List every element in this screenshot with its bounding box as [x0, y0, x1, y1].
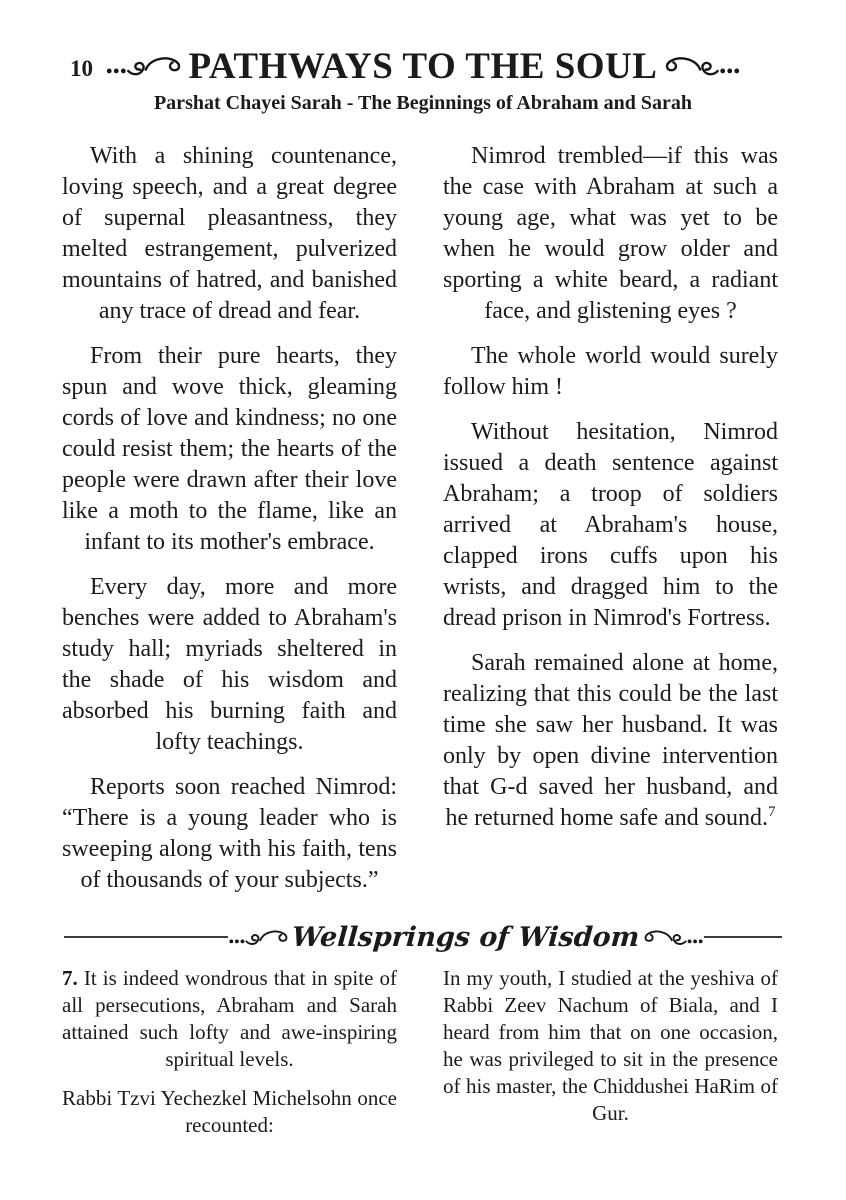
divider-line-left: [64, 936, 228, 938]
paragraph: With a shining countenance, loving speech, and a great degree of supernal pleasantness, they melted estrangement, pulverized mountains of hatred, and banished any trace of dread and fear.: [62, 143, 397, 324]
flourish-left-icon: [105, 53, 181, 79]
footnote-reference: 7: [768, 804, 776, 820]
main-left-column: [62, 141, 397, 913]
paragraph: In my youth, I studied at the yeshiva of Rabbi Zeev Nachum of Biala, and I heard from him that on one occasion, he was privileged to sit in the presence of his master, the Chiddushei HaRim of Gur.: [443, 966, 778, 1125]
page-subtitle: Parshat Chayei Sarah - The Beginnings of Abraham and Sarah: [153, 92, 693, 114]
divider-line-right: [704, 936, 782, 938]
paragraph: Nimrod trembled—if this was the case with Abraham at such a young age, what was yet to be when he would grow older and sporting a white beard, a radiant face, and glistening eyes ?: [443, 143, 778, 324]
section-divider: [0, 919, 846, 955]
footnotes-section: [0, 965, 846, 1151]
footnote-left-column: [62, 965, 397, 1151]
paragraph: Reports soon reached Nimrod: “There is a young leader who is sweeping along with his faith, tens of thousands of your subjects.”: [62, 774, 397, 893]
paragraph: From their pure hearts, they spun and wove thick, gleaming cords of love and kindness; no one could resist them; the hearts of the people were drawn after their love like a moth to the flame, like an infant to its mother's embrace.: [62, 343, 397, 555]
main-right-column: [443, 141, 778, 913]
paragraph: Sarah remained alone at home, realizing that this could be the last time she saw her husband. It was only by open divine intervention that G-d saved her husband, and he returned home safe and sound.$^7$: [443, 650, 778, 831]
flourish-right-icon: [665, 53, 741, 79]
paragraph: Rabbi Tzvi Yechezkel Michelsohn once recounted:: [62, 1086, 397, 1137]
title-row: [0, 44, 846, 88]
main-text: [0, 141, 846, 913]
paragraph: 7. It is indeed wondrous that in spite of all persecutions, Abraham and Sarah attained such lofty and awe-inspiring spiritual levels.: [62, 966, 397, 1071]
page-title: PATHWAYS TO THE SOUL: [188, 45, 658, 87]
paragraph: The whole world would surely follow him !: [443, 343, 778, 400]
divider-flourish-right-icon: [644, 927, 704, 948]
paragraph: Every day, more and more benches were added to Abraham's study hall; myriads sheltered in the shade of his wisdom and absorbed his burning faith and lofty teachings.: [62, 574, 397, 755]
footnote-marker: 7.: [62, 966, 84, 990]
page-number: 10: [70, 56, 93, 81]
paragraph: Without hesitation, Nimrod issued a death sentence against Abraham; a troop of soldiers arrived at Abraham's house, clapped irons cuffs upon his wrists, and dragged him to the dread prison in Nimrod's Fortress.: [443, 419, 778, 631]
divider-flourish-left-icon: [228, 927, 288, 948]
page-header: [0, 0, 846, 115]
footnote-right-column: [443, 965, 778, 1151]
divider-title: Wellsprings of Wisdom: [291, 921, 641, 953]
